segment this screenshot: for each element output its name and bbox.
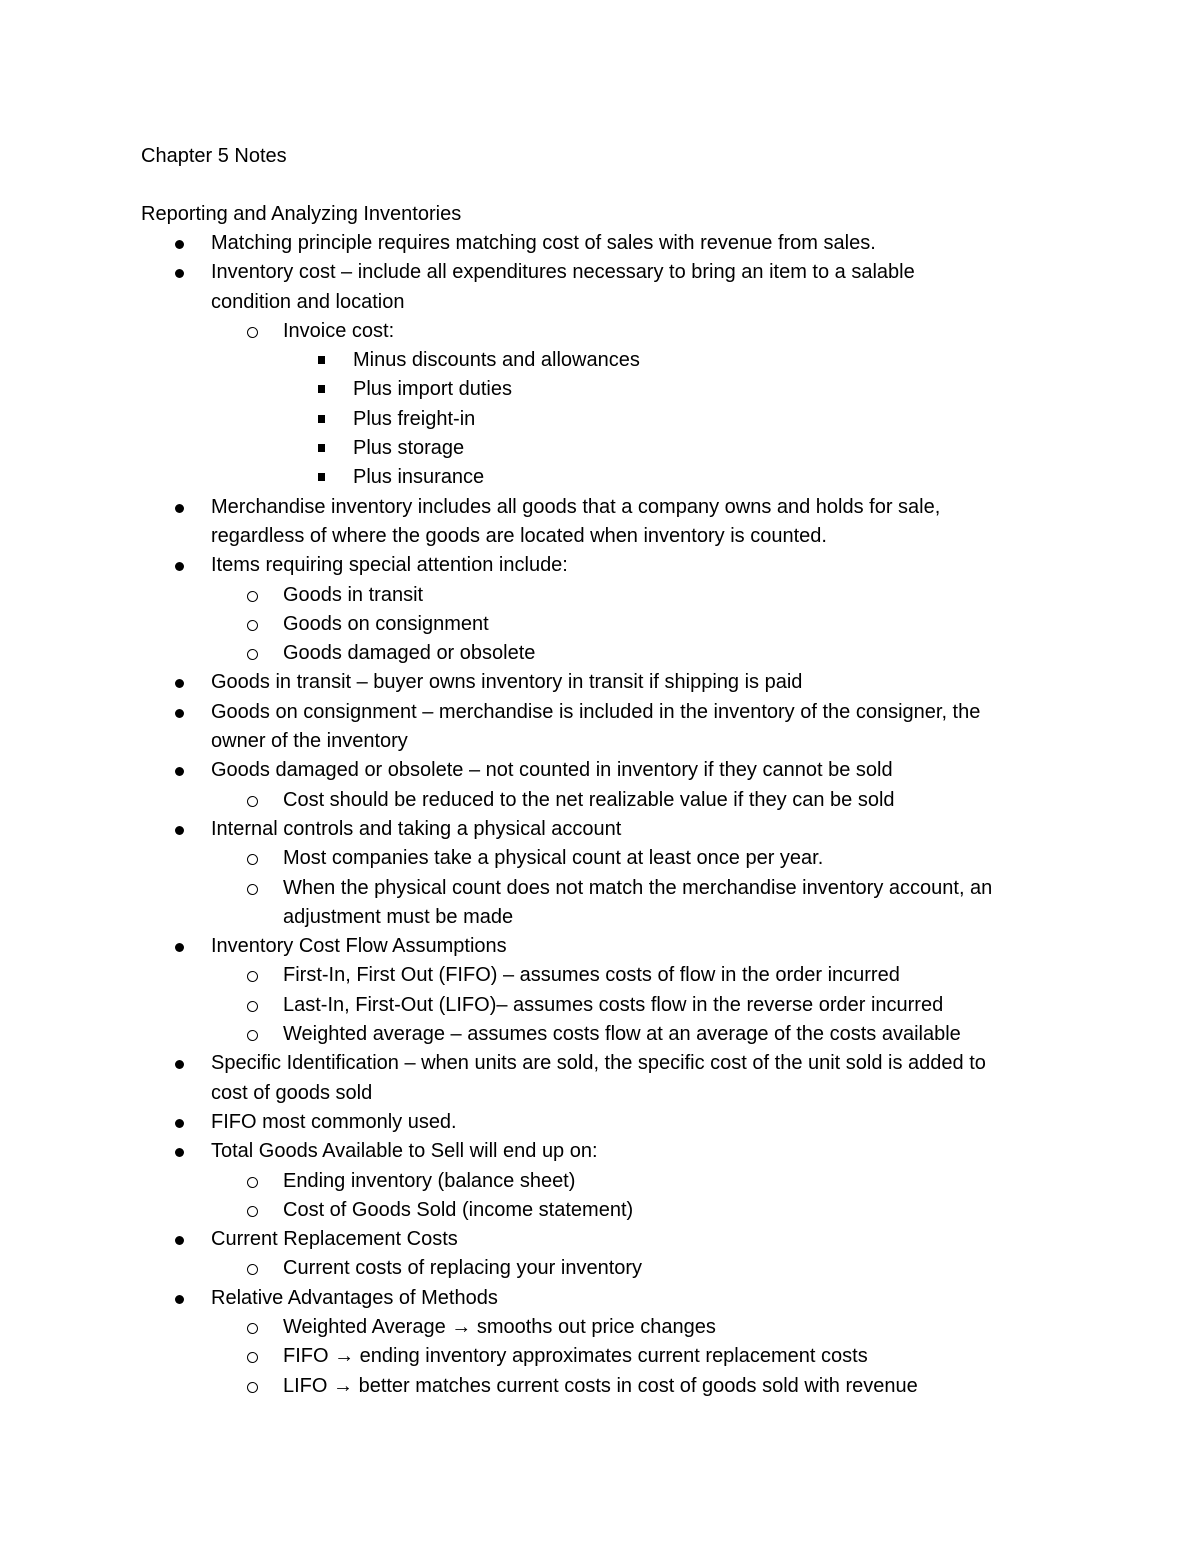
bullet-circle-icon xyxy=(247,1352,258,1363)
list-item-text: First-In, First Out (FIFO) – assumes costs of flow in the order incurred xyxy=(283,964,900,987)
list-item-text: Cost should be reduced to the net realizable value if they can be sold xyxy=(283,788,895,811)
list-item-text: Internal controls and taking a physical account xyxy=(211,817,622,840)
bullet-circle-icon xyxy=(247,1206,258,1217)
bullet-circle-icon xyxy=(247,591,258,602)
list-item-text: Weighted average – assumes costs flow at an average of the costs available xyxy=(283,1023,961,1046)
list-item-text: FIFO most commonly used. xyxy=(211,1110,457,1133)
list-item-text: Last-In, First-Out (LIFO)– assumes costs flow in the reverse order incurred xyxy=(283,993,944,1016)
list-item xyxy=(0,844,1200,873)
list-item-text: Inventory Cost Flow Assumptions xyxy=(211,935,507,958)
list-item-text: Current Replacement Costs xyxy=(211,1228,458,1251)
list-item xyxy=(0,874,1200,903)
bullet-square-icon xyxy=(318,473,325,481)
list-item xyxy=(0,1313,1200,1342)
list-item-text: Goods on consignment – merchandise is included in the inventory of the consigner, the xyxy=(211,700,981,723)
bullet-circle-icon xyxy=(247,649,258,660)
bullet-square-icon xyxy=(318,415,325,423)
bullet-dot-icon xyxy=(175,504,184,513)
list-item-text: adjustment must be made xyxy=(283,905,514,928)
list-item-text: Total Goods Available to Sell will end up on: xyxy=(211,1140,598,1163)
list-item xyxy=(0,639,1200,668)
list-item-text: Plus storage xyxy=(353,437,465,460)
list-item-text: regardless of where the goods are located when inventory is counted. xyxy=(211,524,827,547)
bullet-circle-icon xyxy=(247,1177,258,1188)
list-item-text: Goods damaged or obsolete – not counted in inventory if they cannot be sold xyxy=(211,759,893,782)
list-item-text: Current costs of replacing your inventory xyxy=(283,1257,643,1280)
bullet-circle-icon xyxy=(247,1382,258,1393)
bullet-dot-icon xyxy=(175,826,184,835)
bullet-dot-icon xyxy=(175,1060,184,1069)
list-item-text: Invoice cost: xyxy=(283,319,395,342)
bullet-dot-icon xyxy=(175,1119,184,1128)
list-item xyxy=(0,229,1200,258)
list-item xyxy=(0,434,1200,463)
bullet-dot-icon xyxy=(175,767,184,776)
list-item xyxy=(0,258,1200,287)
list-item-text: owner of the inventory xyxy=(211,730,408,753)
bullet-dot-icon xyxy=(175,1236,184,1245)
list-item xyxy=(0,698,1200,727)
list-item xyxy=(0,1167,1200,1196)
bullet-circle-icon xyxy=(247,620,258,631)
list-item-text: LIFO → better matches current costs in cost of goods sold with revenue xyxy=(283,1374,918,1397)
list-item xyxy=(0,375,1200,404)
bullet-dot-icon xyxy=(175,562,184,571)
list-item xyxy=(0,1137,1200,1166)
list-item xyxy=(0,1079,1200,1108)
list-item xyxy=(0,727,1200,756)
bullet-circle-icon xyxy=(247,1264,258,1275)
list-item-text: Minus discounts and allowances xyxy=(353,349,640,372)
list-item xyxy=(0,1225,1200,1254)
list-item-text: Plus freight-in xyxy=(353,407,476,430)
list-item xyxy=(0,1372,1200,1401)
list-item-text: Merchandise inventory includes all goods that a company owns and holds for sale, xyxy=(211,495,941,518)
list-item xyxy=(0,815,1200,844)
list-item xyxy=(0,961,1200,990)
bullet-dot-icon xyxy=(175,1148,184,1157)
bullet-dot-icon xyxy=(175,709,184,718)
bullet-dot-icon xyxy=(175,679,184,688)
bullet-circle-icon xyxy=(247,854,258,865)
list-item-text: Weighted Average → smooths out price changes xyxy=(283,1315,716,1338)
list-item xyxy=(0,581,1200,610)
list-item xyxy=(0,346,1200,375)
list-item-text: Cost of Goods Sold (income statement) xyxy=(283,1198,634,1221)
list-item-text: Goods on consignment xyxy=(283,612,489,635)
list-item xyxy=(0,493,1200,522)
bullet-circle-icon xyxy=(247,884,258,895)
bullet-circle-icon xyxy=(247,796,258,807)
list-item-text: Inventory cost – include all expenditures necessary to bring an item to a salable xyxy=(211,261,915,284)
list-item-text: Relative Advantages of Methods xyxy=(211,1286,498,1309)
list-item-text: Goods in transit xyxy=(283,583,424,606)
list-item xyxy=(0,463,1200,492)
list-item xyxy=(0,551,1200,580)
list-item-text: Goods damaged or obsolete xyxy=(283,642,536,665)
list-item-text: Specific Identification – when units are sold, the specific cost of the unit sold is added to xyxy=(211,1052,986,1075)
list-item xyxy=(0,522,1200,551)
list-item-text: FIFO → ending inventory approximates current replacement costs xyxy=(283,1345,868,1368)
list-item xyxy=(0,1254,1200,1283)
section-heading: Reporting and Analyzing Inventories xyxy=(141,203,462,225)
list-item xyxy=(0,786,1200,815)
bullet-dot-icon xyxy=(175,269,184,278)
list-item-text: condition and location xyxy=(211,290,405,313)
bullet-dot-icon xyxy=(175,943,184,952)
list-item-text: Ending inventory (balance sheet) xyxy=(283,1169,576,1192)
list-item-text: Items requiring special attention include: xyxy=(211,554,568,577)
bullet-dot-icon xyxy=(175,1295,184,1304)
list-item xyxy=(0,1049,1200,1078)
list-item xyxy=(0,932,1200,961)
bullet-square-icon xyxy=(318,444,325,452)
notes-list xyxy=(0,229,1200,1401)
list-item xyxy=(0,1196,1200,1225)
list-item xyxy=(0,405,1200,434)
list-item-text: Plus insurance xyxy=(353,466,485,489)
list-item-text: When the physical count does not match the merchandise inventory account, an xyxy=(283,876,993,899)
list-item xyxy=(0,288,1200,317)
list-item xyxy=(0,903,1200,932)
list-item xyxy=(0,317,1200,346)
list-item xyxy=(0,1284,1200,1313)
list-item xyxy=(0,991,1200,1020)
list-item xyxy=(0,610,1200,639)
bullet-circle-icon xyxy=(247,1030,258,1041)
bullet-circle-icon xyxy=(247,327,258,338)
bullet-square-icon xyxy=(318,385,325,393)
list-item-text: Plus import duties xyxy=(353,378,512,401)
bullet-circle-icon xyxy=(247,1001,258,1012)
bullet-square-icon xyxy=(318,356,325,364)
list-item xyxy=(0,1020,1200,1049)
list-item-text: Most companies take a physical count at least once per year. xyxy=(283,847,824,870)
list-item xyxy=(0,1342,1200,1371)
document-title: Chapter 5 Notes xyxy=(141,145,287,167)
bullet-circle-icon xyxy=(247,971,258,982)
list-item xyxy=(0,668,1200,697)
bullet-dot-icon xyxy=(175,240,184,249)
list-item xyxy=(0,756,1200,785)
list-item-text: cost of goods sold xyxy=(211,1081,373,1104)
list-item-text: Goods in transit – buyer owns inventory in transit if shipping is paid xyxy=(211,671,803,694)
list-item xyxy=(0,1108,1200,1137)
bullet-circle-icon xyxy=(247,1323,258,1334)
list-item-text: Matching principle requires matching cost of sales with revenue from sales. xyxy=(211,232,876,254)
